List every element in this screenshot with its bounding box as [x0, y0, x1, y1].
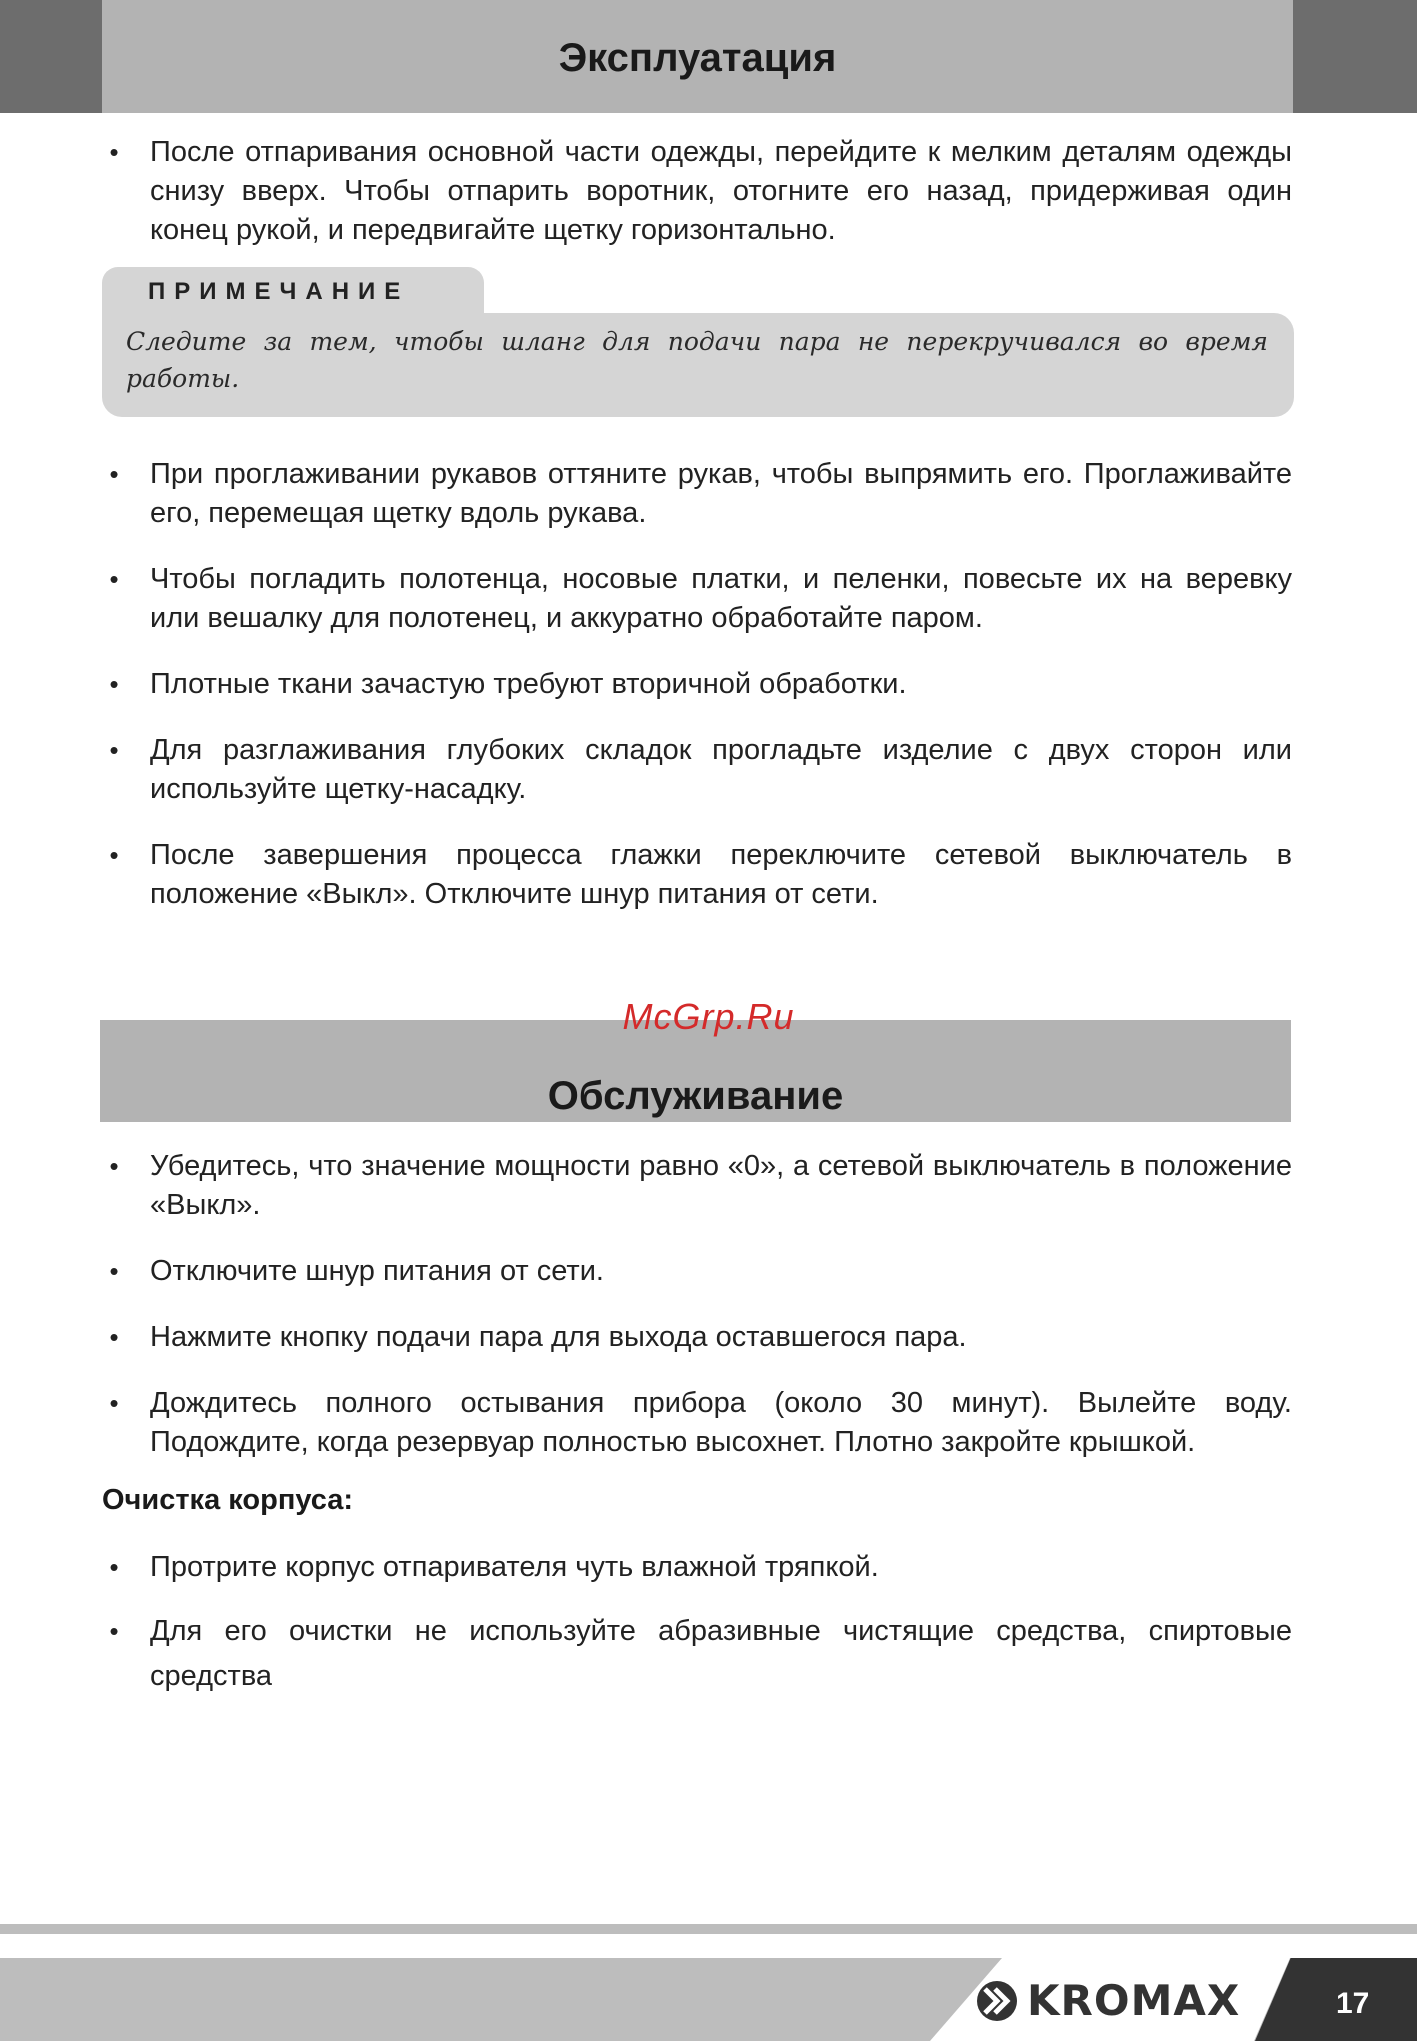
page-number: 17	[1336, 1987, 1370, 2020]
list-item: • Для его очистки не используйте абразивные чистящие средства, спиртовые средства	[102, 1609, 1292, 1699]
kromax-logo-icon	[975, 1979, 1019, 2023]
bullet-icon: •	[109, 669, 119, 699]
note-label: ПРИМЕЧАНИЕ	[148, 278, 410, 305]
brand-logo	[975, 1976, 1240, 2025]
bullet-icon: •	[109, 1151, 119, 1181]
list-item: • После завершения процесса глажки переключите сетевой выключатель в положение «Выкл». Отключите шнур питания от сети.	[102, 836, 1292, 914]
list-item: • Для разглаживания глубоких складок прогладьте изделие с двух сторон или используйте щетку-насадку.	[102, 731, 1292, 809]
section2-list	[102, 1147, 1292, 1462]
brand-name: KROMAX	[1027, 1976, 1241, 2025]
bullet-icon: •	[109, 1388, 119, 1418]
list-item: • Чтобы погладить полотенца, носовые платки, и пеленки, повесьте их на веревку или вешалку для полотенец, и аккуратно обработайте паром.	[102, 560, 1292, 638]
bullet-icon: •	[109, 735, 119, 765]
bullet-icon: •	[109, 1616, 119, 1646]
cleaning-subheading: Очистка корпуса:	[102, 1484, 354, 1516]
header-band	[102, 0, 1293, 113]
header-accent-right	[1293, 0, 1417, 113]
list-item: • После отпаривания основной части одежды, перейдите к мелким деталям одежды снизу вверх. Чтобы отпарить воротник, отогните его назад, придерживая один конец рукой, и передвигайте щетку горизонтально.	[102, 133, 1292, 250]
note-box	[102, 313, 1294, 417]
bullet-icon: •	[109, 1256, 119, 1286]
bullet-icon: •	[109, 1552, 119, 1582]
section1-top-list	[102, 133, 1292, 250]
bullet-icon: •	[109, 564, 119, 594]
section2-title: Обслуживание	[547, 1073, 844, 1118]
list-item: • Плотные ткани зачастую требуют вторичной обработки.	[102, 665, 1292, 704]
footer-rule	[0, 1924, 1417, 1934]
list-item: • Протрите корпус отпаривателя чуть влажной тряпкой.	[102, 1548, 1292, 1587]
note-text: Следите за тем, чтобы шланг для подачи пара не перекручивался во время работы.	[126, 327, 1268, 393]
watermark: McGrp.Ru	[622, 996, 795, 1037]
list-item: • Нажмите кнопку подачи пара для выхода оставшегося пара.	[102, 1318, 1292, 1357]
cleaning-list	[102, 1548, 1292, 1699]
bullet-icon: •	[109, 1322, 119, 1352]
bullet-icon: •	[109, 137, 119, 167]
bullet-icon: •	[109, 840, 119, 870]
list-item: • Дождитесь полного остывания прибора (около 30 минут). Вылейте воду. Подождите, когда резервуар полностью высохнет. Плотно закройте крышкой.	[102, 1384, 1292, 1462]
list-item: • При проглаживании рукавов оттяните рукав, чтобы выпрямить его. Проглаживайте его, перемещая щетку вдоль рукава.	[102, 455, 1292, 533]
page-title: Эксплуатация	[558, 36, 837, 80]
list-item: • Убедитесь, что значение мощности равно «0», а сетевой выключатель в положение «Выкл».	[102, 1147, 1292, 1225]
list-item: • Отключите шнур питания от сети.	[102, 1252, 1292, 1291]
bullet-icon: •	[109, 459, 119, 489]
section1-list	[102, 455, 1292, 914]
header-accent-left	[0, 0, 102, 113]
